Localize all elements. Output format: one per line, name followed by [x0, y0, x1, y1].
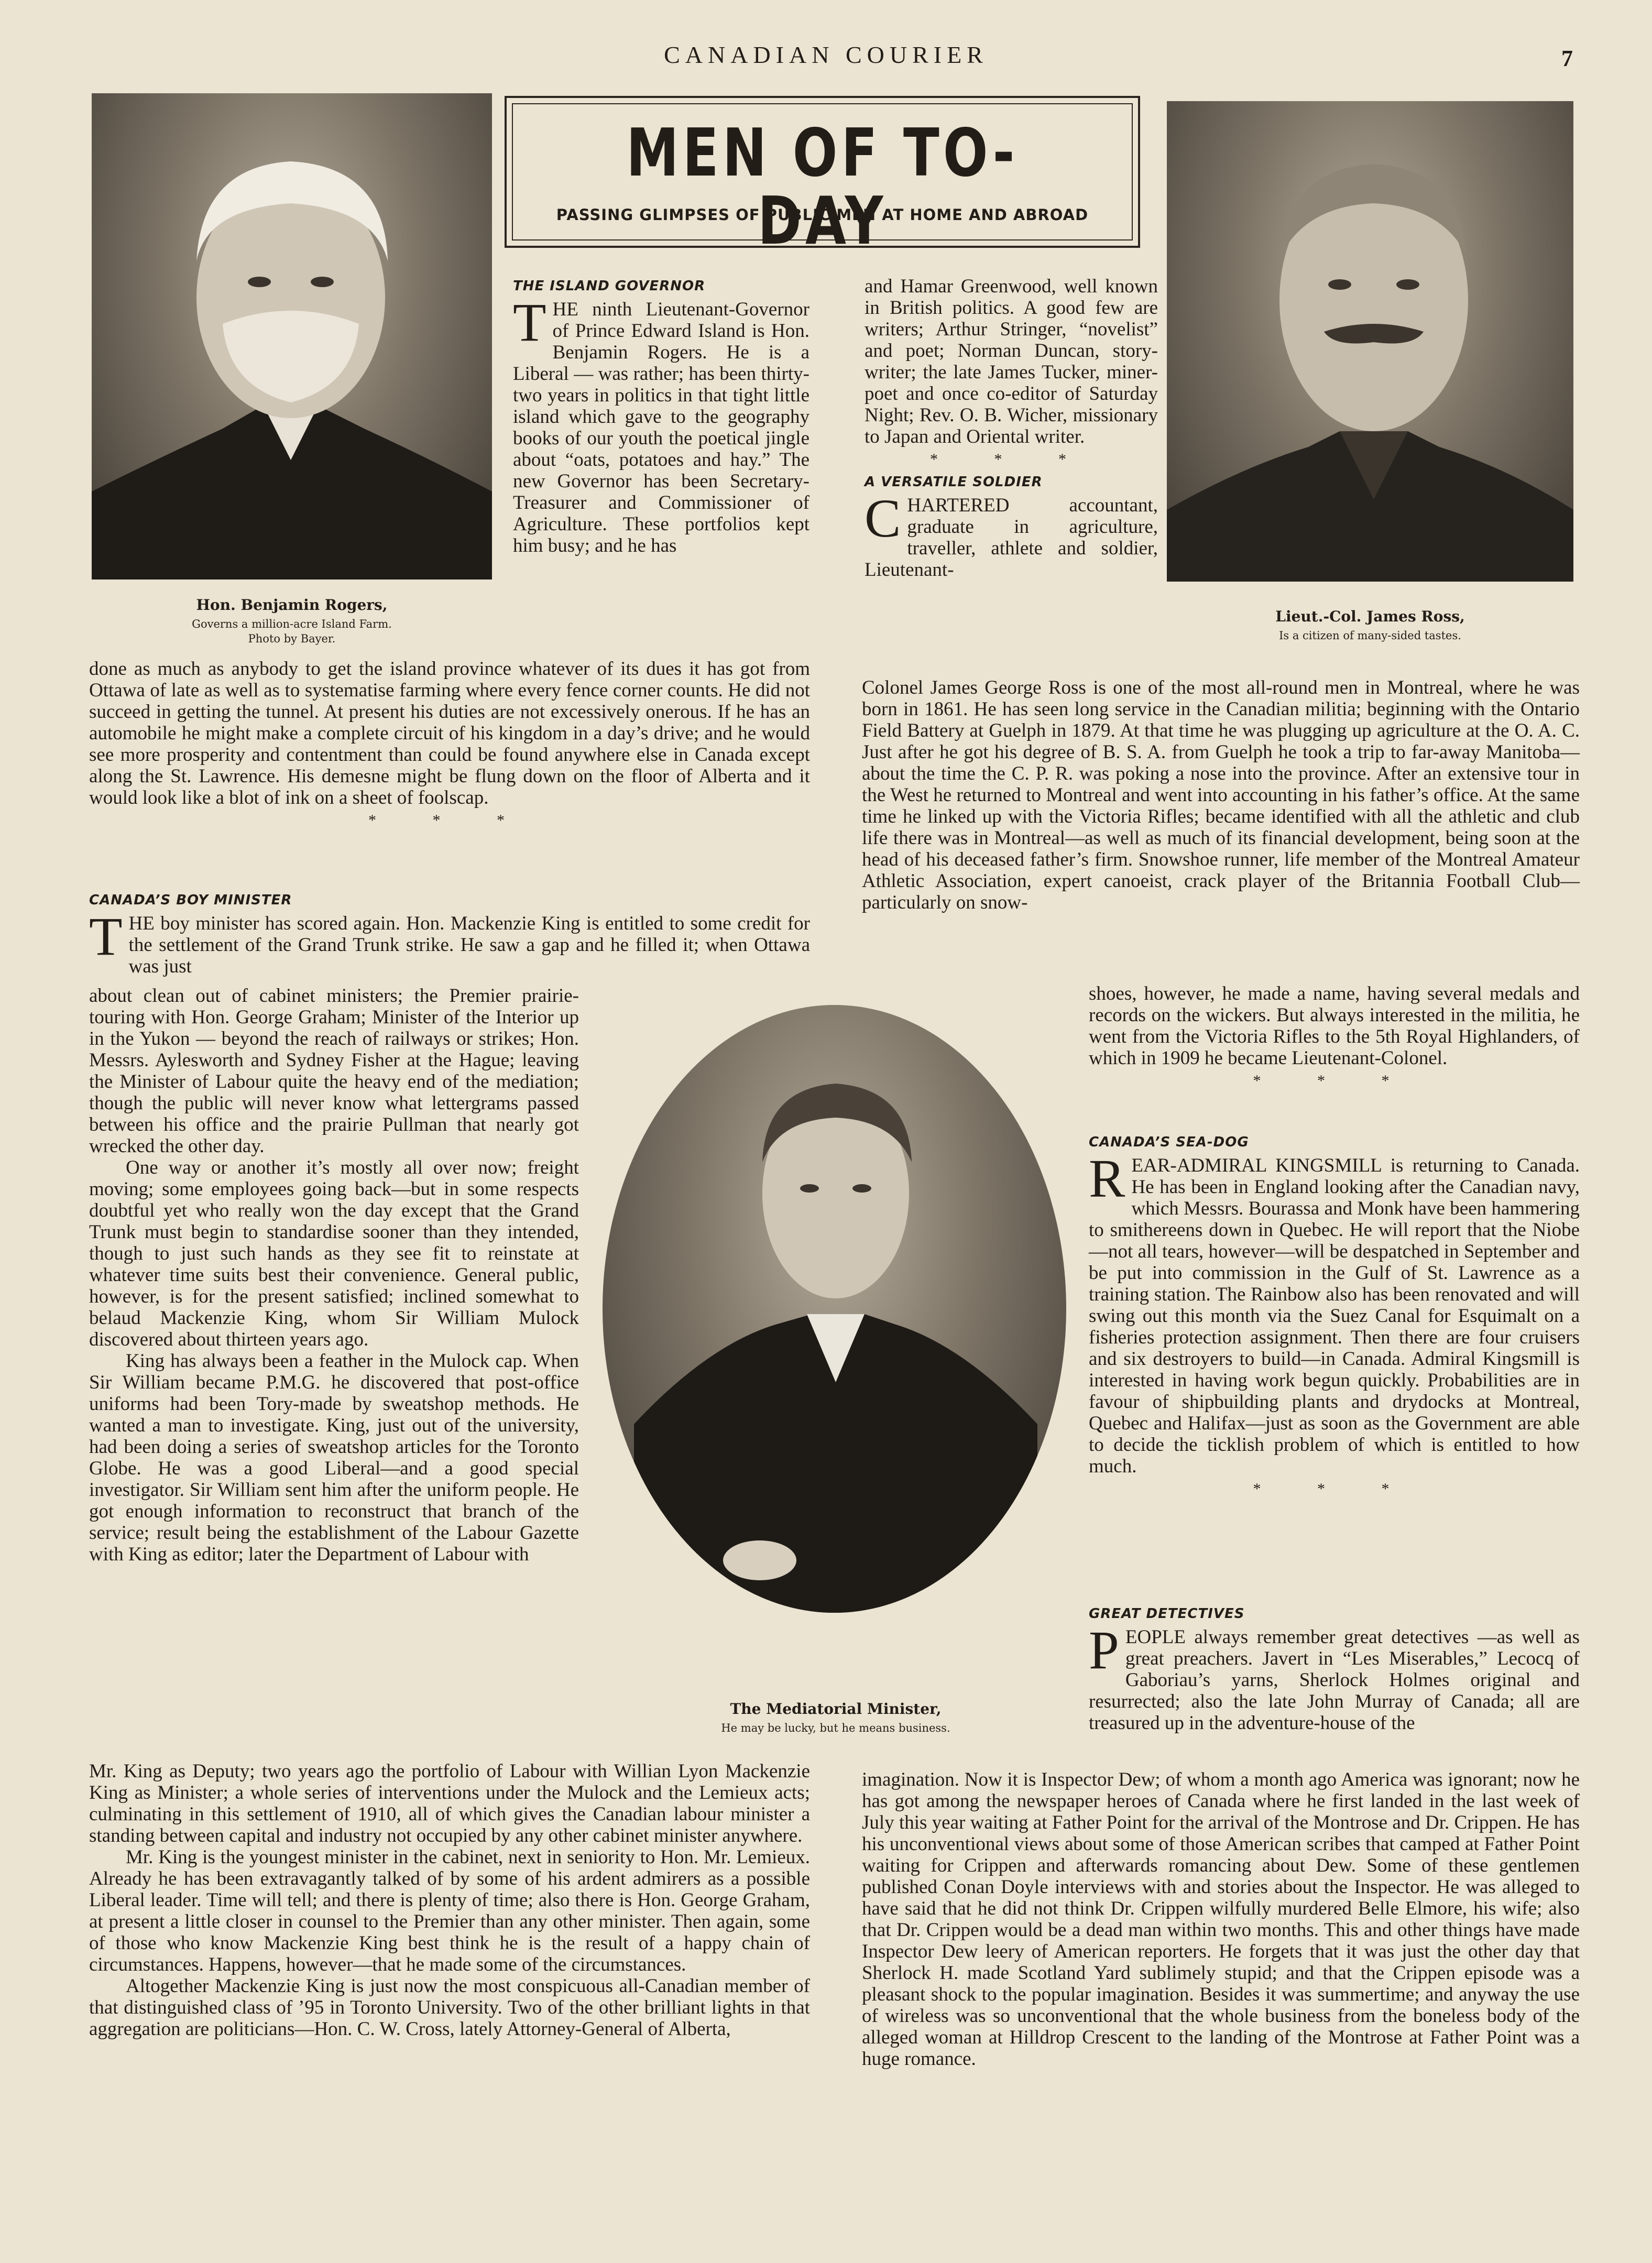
caption-subtitle: He may be lucky, but he means business.: [721, 1722, 950, 1734]
section-heading: GREAT DETECTIVES: [1089, 1606, 1245, 1622]
paragraph: PEOPLE always remember great detectives —as well as great preachers. Javert in “Les Miserables,” Lecocq of Gaboriau’s yarns, Sherlock Holmes original and resurrected; also the late John Murray of Canada; all are treasured up in the adventure-house of the: [1089, 1620, 1580, 1734]
paragraph: REAR-ADMIRAL KINGSMILL is returning to Canada. He has been in England looking after the Canadian navy, which Messrs. Bourassa and Monk have been hammering to smithereens down in Quebec. He will report that the Niobe—not all tears, however—will be despatched in September and be put into commission in the Gulf of St. Lawrence as a training station. The Rainbow also has been renovated and will swing out this month via the Suez Canal for Esquimalt on a fisheries protection assignment. Then there are four cruisers and six destroyers to build—in Canada. Admiral Kingsmill is interested in having work begun quickly. Probabilities are in favour of shipbuilding plants and drydocks at Montreal, Quebec and Halifax—just as soon as the Government are able to decide the ticklish problem of which is entitled to how much.: [1089, 1149, 1580, 1477]
page-title: MEN OF TO-DAY: [626, 114, 1019, 259]
paragraph: Colonel James George Ross is one of the most all-round men in Montreal, where he was born in 1861. He has seen long service in the Canadian militia; beginning with the Ontario Field Battery at Guelph in 1879. At that time he was plugging up agriculture at the O. A. C. Just after he got his degree of B. S. A. from Guelph he took a trip to far-away Manitoba—about the time the C. P. R. was poking a nose into the province. After an extensive tour in the West he returned to Montreal and went into accounting in his father’s office. At the same time he linked up with the Victoria Rifles; became identified with all the athletic and club life there was in Montreal—as well as much of its financial development, being soon at the head of his deceased father’s firm. Snowshoe runner, life member of the Montreal Amateur Athletic Association, expert canoeist, crack player of the Britannia Football Club—particularly on snow-: [862, 677, 1580, 913]
page-subtitle: PASSING GLIMPSES OF PUBLIC MEN AT HOME AND ABROAD: [556, 206, 1089, 224]
paragraph: Mr. King as Deputy; two years ago the portfolio of Labour with Willian Lyon Mackenzie King as Minister; a whole series of interventions under the Mulock and the Lemieux acts; culminating in this settlement of 1910, all of which gives the Canadian labour minister a standing between capital and industry not occupied by any other cabinet minister anywhere.: [89, 1761, 810, 1846]
photo-james-ross: [1167, 101, 1573, 582]
article-boy-minister-side: [89, 985, 579, 1565]
paragraph: shoes, however, he made a name, having several medals and records on the wickers. But always interested in the militia, he went from the Victoria Rifles to the 5th Royal Highlanders, of which in 1909 he became Lieutenant-Colonel.: [1089, 983, 1580, 1069]
section-separator: * * *: [368, 812, 531, 829]
paragraph: done as much as anybody to get the island province whatever of its dues it has got from Ottawa of late as well as to systematise farming where every fence corner counts. He did not succeed in getting the tunnel. At present his duties are not excessively onerous. If he has an automobile he might make a complete circuit of his kingdom in a day’s drive; and he would see more prosperity and contentment than could be found anywhere else in Canada except along the St. Lawrence. His demesne might be flung down on the floor of Alberta and it would look like a blot of ink on a sheet of foolscap.: [89, 658, 810, 808]
caption-ross: [1167, 608, 1573, 643]
drop-cap: T: [513, 292, 546, 353]
article-versatile-soldier-cont: [1089, 983, 1580, 1093]
paragraph: imagination. Now it is Inspector Dew; of whom a month ago America was ignorant; now he has got among the newspaper heroes of Canada where he first landed in the last week of July this year waiting at Father Point for the arrival of the Montrose and Dr. Crippen. He has his unconventional views about some of those American scribes that camped at Father Point waiting for Crippen and afterwards romancing about Dew. Some of these gentlemen published Conan Doyle interviews with and stories about the Inspector. He was alleged to have said that he did not think Dr. Crippen wilfully murdered Belle Elmore, his wife; also that Dr. Crippen would be a dead man within two months. This and other things have made Inspector Dew leery of American reporters. He forgets that it was just the other day that Sherlock H. made Scotland Yard sublimely stupid; and that the Crippen episode was a pleasant shock to the popular imagination. Besides it was summertime; and anyway the use of wireless was so unconventional that the whole business from the boneless body of the alleged woman at Hilldrop Crescent to the landing of the Montrose at Father Point was a huge romance.: [862, 1769, 1580, 2070]
paragraph: and Hamar Greenwood, well known in British politics. A good few are writers; Arthur Stringer, “novelist” and poet; Norman Duncan, story-writer; the late James Tucker, miner-poet and once co-editor of Saturday Night; Rev. O. B. Wicher, missionary to Japan and Oriental writer.: [865, 276, 1158, 447]
article-versatile-soldier: [862, 677, 1580, 913]
paragraph: CHARTERED accountant, graduate in agriculture, traveller, athlete and soldier, Lieutenant-: [865, 488, 1158, 581]
article-island-governor-cont: [89, 658, 810, 833]
page-number: 7: [1561, 46, 1573, 71]
section-separator: * * *: [1253, 1072, 1416, 1089]
paragraph: Mr. King is the youngest minister in the cabinet, next in seniority to Hon. Mr. Lemieux. Already he has been extravagantly talked of by some of his ardent admirers as a possible Liberal leader. Time will tell; and there is plenty of time; also there is Hon. George Graham, at present a little closer in counsel to the Premier than any other minister. Then again, some of those who know Mackenzie King best think he is the result of a happy chain of circumstances. Happens, however—that he made some of the circumstances.: [89, 1846, 810, 1975]
section-separator: * * *: [1253, 1480, 1416, 1497]
drop-cap: T: [89, 906, 123, 967]
article-boy-minister: [89, 890, 810, 977]
caption-credit: Photo by Bayer.: [248, 632, 336, 645]
paragraph: THE ninth Lieutenant-Governor of Prince Edward Island is Hon. Benjamin Rogers. He is a Liberal — was rather; has been thirty-two years in politics in that tight little island which gave to the geography books of our youth the poetical jingle about “oats, potatoes and hay.” The new Governor has been Secretary-Treasurer and Commissioner of Agriculture. These portfolios kept him busy; and he has: [513, 292, 809, 556]
caption-name: Hon. Benjamin Rogers,: [196, 596, 388, 614]
portrait-figure: [1167, 101, 1573, 582]
section-heading: CANADA’S SEA-DOG: [1089, 1134, 1249, 1150]
running-head: CANADIAN COURIER: [664, 41, 988, 68]
article-great-detectives: [1089, 1603, 1580, 1734]
photo-mackenzie-king: [603, 1005, 1066, 1613]
article-boy-minister-middle: [865, 276, 1158, 581]
portrait-figure: [603, 1005, 1066, 1613]
article-island-governor: [513, 276, 809, 556]
article-sea-dog: [1089, 1132, 1580, 1501]
caption-king: [644, 1700, 1027, 1735]
paragraph: King has always been a feather in the Mulock cap. When Sir William became P.M.G. he discovered that post-office uniforms had been Tory-made by sweatshop methods. He wanted a man to investigate. King, just out of the university, had been doing a series of sweatshop articles for the Toronto Globe. He was a good Liberal—and a good special investigator. Sir William sent him after the uniform people. He got enough information to reconstruct that branch of the service; result being the establishment of the Labour Gazette with King as editor; later the Department of Labour with: [89, 1350, 579, 1565]
article-boy-minister-cont: [89, 1761, 810, 2040]
caption-name: Lieut.-Col. James Ross,: [1275, 608, 1465, 625]
caption-name: The Mediatorial Minister,: [730, 1700, 942, 1718]
paragraph: THE boy minister has scored again. Hon. Mackenzie King is entitled to some credit for the settlement of the Grand Trunk strike. He saw a gap and he filled it; when Ottawa was just: [89, 906, 810, 977]
drop-cap: C: [865, 488, 901, 549]
drop-cap: P: [1089, 1620, 1119, 1680]
caption-subtitle: Governs a million-acre Island Farm.: [192, 618, 392, 630]
photo-benjamin-rogers: [92, 93, 492, 580]
caption-subtitle: Is a citizen of many-sided tastes.: [1279, 629, 1461, 642]
section-separator: * * *: [930, 451, 1092, 468]
drop-cap: R: [1089, 1149, 1125, 1209]
section-heading: A VERSATILE SOLDIER: [865, 474, 1043, 490]
section-heading: CANADA’S BOY MINISTER: [89, 892, 292, 908]
section-heading: THE ISLAND GOVERNOR: [513, 278, 706, 294]
paragraph: about clean out of cabinet ministers; the Premier prairie-touring with Hon. George Graham; Minister of the Interior up in the Yukon — beyond the reach of railways or strikes; Hon. Messrs. Aylesworth and Sydney Fisher at the Hague; leaving the Minister of Labour quite the heavy end of the mediation; though the public will never know what lettergrams passed between his office and the prairie Pullman that nearly got wrecked the other day.: [89, 985, 579, 1157]
title-box: [505, 96, 1140, 259]
portrait-figure: [92, 93, 492, 580]
article-great-detectives-cont: [862, 1769, 1580, 2070]
caption-rogers: [92, 596, 492, 646]
paragraph: One way or another it’s mostly all over now; freight moving; some employees going back—but in some respects doubtful yet who really won the day except that the Grand Trunk must begin to standardise sooner than they intended, though to just such hands as they see fit to reinstate at whatever time suits best their convenience. General public, however, is for the present satisfied; inclined somewhat to belaud Mackenzie King, whom Sir William Mulock discovered about thirteen years ago.: [89, 1157, 579, 1350]
paragraph: Altogether Mackenzie King is just now the most conspicuous all-Canadian member of that distinguished class of ’95 in Toronto University. Two of the other brilliant lights in that aggregation are politicians—Hon. C. W. Cross, lately Attorney-General of Alberta,: [89, 1975, 810, 2040]
